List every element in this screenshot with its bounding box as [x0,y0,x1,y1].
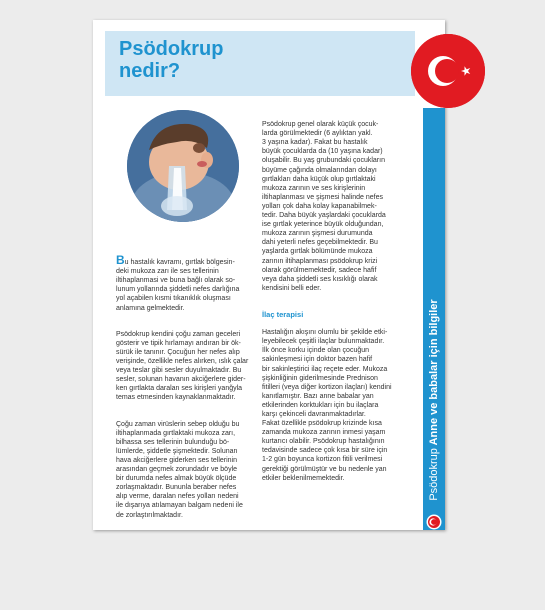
paragraph: Hastalığın akışını olumlu bir şekilde etki- leyebilecek çeşitli ilaçlar bulunmaktadır. İlk önce korku içinde olan çocuğun sakinleşmesi için doktor bazen hafif bir sakinleştirici ilaç reçete eder. Mukoza şişkinliğinin giderilmesinde Prednison fitilleri (veya diğer kortizon ilaçları) kendini kanıtlamıştır. Bazı anne babalar yan etkilerinden korktukları için bu ilaçlara karşı çekinceli davranmaktadırlar. Fakat özellikle psödokrup krizinde kısa zamanda mukoza zarının inmesi yaşam kurtarıcı olabilir. Psödokrup hastalığının tedavisinde sadece çok kısa bir süre için 1-2 gün boyunca kortizon fitili verilmesi gerektiği görülmüştür ve bu nedenle yan etkiler beklenilmemektedir. [262,329,392,482]
turkish-flag-icon [411,34,485,108]
paragraph: Psödokrup genel olarak küçük çocuk- larda görülmektedir (6 aylıktan yakl. 3 yaşına kadar). Fakat bu hastalık büyük çocuklarda da (10 yaşına kadar) oluşabilir. Bu yaş grubundaki çocukların büyüme çağında olmalarından dolayı gırtlakları daha küçük olup gırtlaktaki mukoza zarının ve ses kirişlerinin iltihaplanması ve şişmesi halinde nefes yolları çok daha kolay kapanabilmek- tedir. Daha büyük yaşlardaki çocuklarda ise gırtlak yeterince büyük olduğundan, mukoza zarının şişmesi durumunda dahi yeterli nefes geçebilmektedir. Bu yaşlarda gırtlak bölümünde mukoza zarının iltihaplanması psödokrup krizi olarak görülmemektedir, sadece hafif veya daha şiddetli ses kısıklığı olarak kendisini belli eder. [262,121,386,292]
right-column [262,111,410,500]
paragraph [116,253,259,313]
paragraph: Psödokrup kendini çoğu zaman geceleri gösterir ve tipik hırlamayı andıran bir ök- sürük ile tanınır. Çocuğun her nefes alıp verişinde, özellikle nefes alırken, ıslık çalar veya teslar gibi sesler duyulmaktadır. Bu sesler, solunan havanın akciğerlere gider- ken gırtlakta daralan ses kirişleri yanğyla temas etmesinden kaynaklanmaktadır. [116,330,249,402]
paragraph-text: u hastalık kavramı, gırtlak bölgesin- deki mukoza zarı ile ses tellerinin iltihaplanmasi ve buna bağlı olarak so- lunum yollarında şiddetli nefes darlığına yol açabilen kısmi tıkanıklık oluşması anlamına gelmektedir. [116,259,240,312]
crescent-logo-icon [426,514,442,530]
left-column [116,247,259,537]
paragraph: Çoğu zaman virüslerin sebep olduğu bu iltihaplanmada gırtlaktaki mukoza zarı, bilhassa ses tellerinin bulunduğu bö- lümlerde, şiddetle şişmektedir. Solunan hava akciğerlere giderken ses tellerinin arasından geçmek zorundadır ve böyle bir durumda nefes almak büyük ölçüde zorlaşmaktadır. Bununla beraber nefes alıp verme, daralan nefes yolları nedeni ile dışarıya atılamayan balgam nedeni ile de zorlaştırılmaktadır. [116,420,243,519]
section-heading: İlaç terapisi [262,309,304,319]
sidebar-title [428,190,440,610]
page-title: Psödokrup nedir? [119,38,224,82]
sidebar-subtitle: Anne ve babalar için bilgiler [428,299,440,449]
dropcap: B [116,253,125,268]
sidebar-brand: Psödokrup [428,448,440,501]
child-illustration [127,110,239,222]
